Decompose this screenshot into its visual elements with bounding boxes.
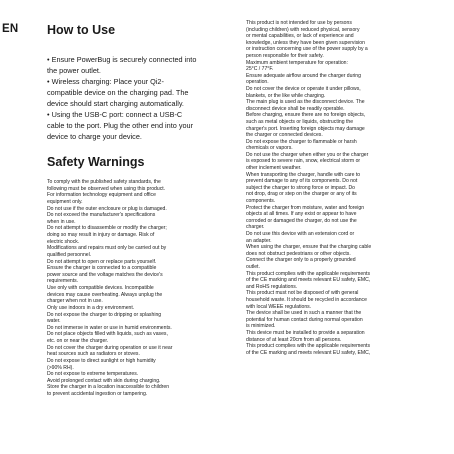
safety-warning-line: other inclement weather. [246,165,302,172]
safety-warning-line: Do not expose to direct sunlight or high humidity [47,357,156,364]
safety-warning-line: Avoid prolonged contact with skin during charging. [47,377,161,384]
safety-warning-line: requirements. [47,278,79,285]
safety-warning-line: or mental capabilities, or lack of experience and [246,33,354,40]
safety-warning-line: is minimized. [246,323,276,330]
safety-warning-line: distance of at least 20cm from all persons. [246,336,342,343]
safety-warning-line: prevent damage to any of its components. Do not [246,178,358,185]
safety-warning-line: person responsible for their safety. [246,52,324,59]
safety-warning-line: This product must not be disposed of with general [246,290,359,297]
safety-warning-line: chemicals or vapors. [246,145,293,152]
safety-warning-line: or instruction concerning use of the power supply by a [246,46,368,53]
safety-warning-line: blankets, or the like while charging. [246,92,326,99]
safety-warning-line: The device shall be used in such a manner that the [246,310,362,317]
safety-warning-line: 25°C / 77°F. [246,66,274,73]
safety-warning-line: Do not use if the outer enclosure or plug is damaged. [47,205,167,212]
safety-warning-line: Modifications and repairs must only be carried out by [47,245,167,252]
safety-warning-line: devices may cause overheating. Always unplug the [47,291,163,298]
safety-warning-line: To comply with the published safety standards, the [47,179,161,185]
safety-warning-line: operation. [246,79,269,86]
safety-warning-line: water. [47,318,61,325]
safety-warning-line: Store the charger in a location inaccessible to children [47,384,170,391]
safety-warning-line: Do not immerse in water or use in humid environments. [47,324,172,331]
safety-warning-line: charger. [246,224,265,231]
safety-warning-line: does not obstruct pedestrians or other objects. [246,250,351,257]
safety-warning-line: and RoHS regulations. [246,283,298,290]
safety-warning-line: outlet. [246,263,260,270]
safety-warning-line: This product complies with the applicable requirements [246,343,371,350]
safety-warning-line: Do not attempt to open or replace parts yourself. [47,258,157,265]
safety-warning-line: Do not expose the charger to flammable or harsh [246,138,357,145]
how-to-use-heading: How to Use [47,23,116,37]
safety-warning-line: knowledge, unless they have been given supervision [246,39,365,46]
right-column-text [246,20,452,356]
safety-warning-line: Before charging, ensure there are no foreign objects, [246,112,366,119]
safety-warnings-heading: Safety Warnings [47,155,145,169]
safety-warning-line: the charger or connected devices. [246,132,323,139]
safety-warning-line: charger when not in use. [47,298,103,305]
how-to-use-steps [47,54,237,142]
safety-warning-line: such as metal objects or liquids, obstructing the [246,118,354,125]
safety-warning-line: components. [246,198,276,205]
safety-warning-line: Ensure the charger is connected to a compatible [47,265,157,272]
safety-warning-line: This product is not intended for use by persons [246,20,352,26]
how-to-use-line: cable to the port. Plug the other end into your [47,121,194,130]
safety-warning-line: power source and the voltage matches the device's [47,271,163,278]
how-to-use-line: compatible device on the charging pad. The [47,88,189,97]
safety-warning-line: Protect the charger from moisture, water and foreign [246,204,365,211]
safety-warning-line: disconnect device shall be readily operable. [246,105,345,112]
safety-warning-line: When transporting the charger, handle with care to [246,171,361,178]
safety-warning-line: Connect the charger only to a properly grounded [246,257,356,264]
safety-warning-line: Do not expose the charger to dripping or splashing [47,311,162,318]
how-to-use-line: device should start charging automatically. [47,99,184,108]
safety-warning-line: Use only with compatible devices. Incompatible [47,285,154,291]
safety-warning-line: This product complies with the applicable requirements [246,270,371,277]
safety-warning-line: The main plug is used as the disconnect device. The [246,99,365,106]
safety-warning-line: doing so may result in injury or damage. Risk of [47,232,155,238]
left-column [47,23,237,398]
safety-warning-line: of the CE marking and meets relevant EU safety, EMC, [246,349,371,356]
safety-warning-line: Do not attempt to disassemble or modify the charger; [47,225,167,232]
safety-warning-line: charger's port. Inserting foreign objects may damage [246,125,365,132]
safety-warning-line: to prevent accidental ingestion or tampering. [47,391,148,397]
how-to-use-line: • Using the USB-C port: connect a USB-C [47,110,183,119]
how-to-use-line: • Wireless charging: Place your Qi2- [47,77,164,86]
safety-warning-line: of the CE marking and meets relevant EU safety, EMC, [246,277,371,284]
safety-warning-line: household waste. It should be recycled in accordance [246,296,367,303]
safety-warning-line: etc. on or near the charger. [47,338,109,344]
safety-warning-line: qualified personnel. [47,251,92,258]
how-to-use-line: • Ensure PowerBug is securely connected into [47,55,197,64]
safety-warning-line: (>90% RH). [47,364,74,371]
how-to-use-line: the power outlet. [47,66,101,75]
safety-warning-line: Only use indoors in a dry environment. [47,304,135,311]
safety-warning-line: (including children) with reduced physical, sensory [246,26,360,33]
safety-warning-line: not drop, drag or step on the charger or any of its [246,191,357,198]
safety-warning-line: Do not cover the device or operate it under pillows, [246,85,361,92]
safety-warning-line: potential for human contact during normal operation [246,316,363,323]
safety-warning-line: an adapter. [246,237,272,244]
safety-warning-line: Do not expose to extreme temperatures. [47,371,139,378]
safety-warning-line: Do not use this device with an extension cord or [246,231,355,237]
safety-warning-line: corroded or damaged the charger, do not use the [246,217,357,224]
safety-warning-line: Do not use the charger when either you or the charger [246,151,369,158]
safety-warning-line: objects at all times. If any exist or appear to have [246,211,357,218]
safety-warning-line: This device must be installed to provide a separation [246,329,365,336]
safety-warning-line: When using the charger, ensure that the charging cable [246,244,372,251]
safety-warning-line: Do not place objects filled with liquids, such as vases, [47,331,168,338]
safety-warning-line: equipment only. [47,198,83,205]
safety-warning-line: heat sources such as radiators or stoves. [47,351,140,358]
safety-warning-line: is exposed to severe rain, snow, electrical storm or [246,158,361,165]
safety-warning-line: Maximum ambient temperature for operation: [246,59,348,66]
safety-warnings-text [47,179,237,398]
safety-warning-line: electric shock. [47,238,80,245]
safety-warning-line: with local WEEE regulations. [246,303,312,310]
safety-warning-line: Do not cover the charger during operation or use it near [47,344,173,351]
safety-warning-line: following must be observed when using this product. [47,185,166,192]
safety-warning-line: subject the charger to strong force or impact. Do [246,184,356,191]
safety-warning-line: when in use. [47,218,76,225]
right-column [246,20,452,356]
how-to-use-line: device to charge your device. [47,132,142,141]
language-label: EN [2,23,19,35]
safety-warning-line: Do not exceed the manufacturer's specifications [47,212,156,219]
safety-warning-line: For information technology equipment and office [47,192,156,199]
safety-warning-line: Ensure adequate airflow around the charger during [246,72,361,79]
